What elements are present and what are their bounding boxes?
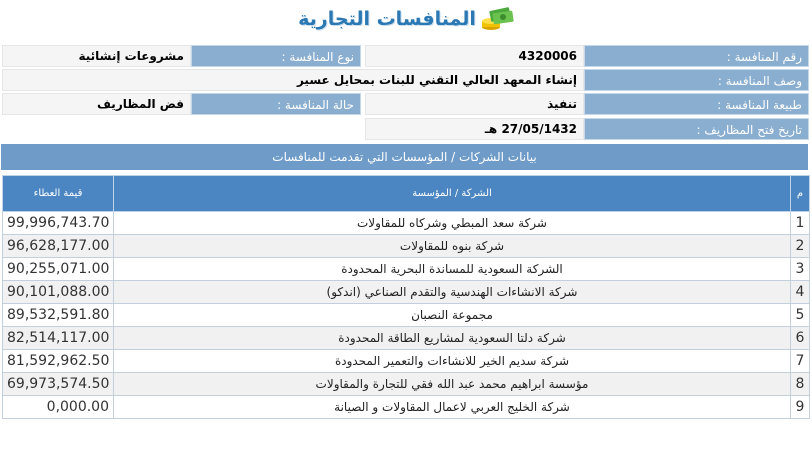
bid-amount-cell: 96,628,177.00	[3, 235, 114, 258]
table-row	[3, 258, 810, 281]
table-row	[3, 235, 810, 258]
page-title: المنافسات التجارية	[298, 8, 476, 30]
company-name-cell: شركة سديم الخير للانشاءات والتعمير المحدودة	[114, 350, 791, 373]
table-header-row	[3, 176, 810, 212]
tender-type-value: مشروعات إنشائية	[2, 45, 191, 67]
opening-date-value: 27/05/1432 هـ	[365, 118, 584, 140]
description-value: إنشاء المعهد العالي التقني للبنات بمحايل عسير	[2, 69, 584, 91]
bid-amount-cell: 69,973,574.50	[3, 373, 114, 396]
table-row	[3, 212, 810, 235]
opening-date-label: تاريخ فتح المظاريف :	[584, 118, 809, 140]
description-label: وصف المنافسة :	[584, 69, 809, 91]
number-column-header: م	[791, 176, 810, 212]
bid-amount-cell: 90,255,071.00	[3, 258, 114, 281]
money-icon	[480, 6, 514, 32]
row-number-cell: 6	[791, 327, 810, 350]
status-value: فض المظاريف	[2, 93, 191, 115]
row-number-cell: 9	[791, 396, 810, 419]
tender-number-value: 4320006	[365, 45, 584, 67]
row-number-cell: 2	[791, 235, 810, 258]
row-number-cell: 7	[791, 350, 810, 373]
bid-amount-cell: 90,101,088.00	[3, 281, 114, 304]
nature-value: تنفيذ	[365, 93, 584, 115]
table-row	[3, 281, 810, 304]
tender-number-label: رقم المنافسة :	[584, 45, 809, 67]
table-row	[3, 373, 810, 396]
row-number-cell: 5	[791, 304, 810, 327]
table-row	[3, 350, 810, 373]
bids-table	[2, 175, 810, 419]
nature-label: طبيعة المنافسة :	[584, 93, 809, 115]
row-number-cell: 3	[791, 258, 810, 281]
bid-amount-cell: 99,996,743.70	[3, 212, 114, 235]
company-name-cell: شركة الانشاءات الهندسية والتقدم الصناعي (اندكو)	[114, 281, 791, 304]
page-header	[0, 2, 812, 36]
table-row	[3, 327, 810, 350]
table-row	[3, 304, 810, 327]
row-number-cell: 8	[791, 373, 810, 396]
bid-amount-cell: 0,000.00	[3, 396, 114, 419]
table-row	[3, 396, 810, 419]
company-name-cell: شركة بنوه للمقاولات	[114, 235, 791, 258]
row-number-cell: 1	[791, 212, 810, 235]
company-name-cell: شركة دلتا السعودية لمشاريع الطاقة المحدودة	[114, 327, 791, 350]
company-name-cell: مجموعة النصبان	[114, 304, 791, 327]
company-column-header: الشركة / المؤسسة	[114, 176, 791, 212]
status-label: حالة المنافسة :	[191, 93, 361, 115]
section-title: بيانات الشركات / المؤسسات التي تقدمت للمنافسات	[1, 144, 808, 170]
amount-column-header: قيمة العطاء	[3, 176, 114, 212]
company-name-cell: مؤسسة ابراهيم محمد عبد الله فقي للتجارة والمقاولات	[114, 373, 791, 396]
tender-type-label: نوع المنافسة :	[191, 45, 361, 67]
bid-amount-cell: 82,514,117.00	[3, 327, 114, 350]
company-name-cell: شركة سعد المبطي وشركاه للمقاولات	[114, 212, 791, 235]
company-name-cell: الشركة السعودية للمساندة البحرية المحدودة	[114, 258, 791, 281]
bid-amount-cell: 89,532,591.80	[3, 304, 114, 327]
company-name-cell: شركة الخليج العربي لاعمال المقاولات و الصيانة	[114, 396, 791, 419]
row-number-cell: 4	[791, 281, 810, 304]
bid-amount-cell: 81,592,962.50	[3, 350, 114, 373]
